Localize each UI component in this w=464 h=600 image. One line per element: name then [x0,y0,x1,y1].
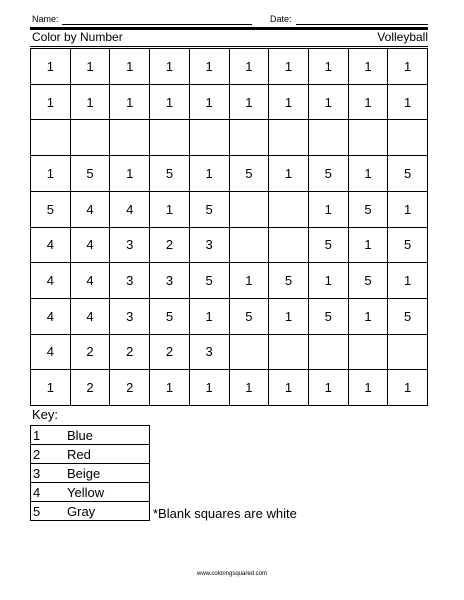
grid-cell: 1 [349,228,389,264]
grid-cell: 1 [71,85,111,121]
grid-cell: 1 [190,156,230,192]
grid-cell: 5 [309,299,349,335]
grid-cell: 1 [190,49,230,85]
grid-cell: 1 [349,156,389,192]
grid-cell: 4 [110,192,150,228]
grid-cell [388,120,428,156]
grid-cell [230,335,270,371]
grid-cell: 5 [309,228,349,264]
grid-cell [388,335,428,371]
grid-cell: 4 [71,192,111,228]
grid-cell: 2 [110,335,150,371]
grid-cell: 1 [309,370,349,406]
grid-cell: 4 [71,299,111,335]
grid-cell: 1 [230,85,270,121]
grid-cell: 3 [110,263,150,299]
grid-cell: 1 [269,299,309,335]
grid-cell: 5 [349,192,389,228]
grid-cell [230,228,270,264]
grid-cell: 5 [190,263,230,299]
grid-cell: 1 [150,192,190,228]
grid-cell: 5 [190,192,230,228]
grid-cell [269,192,309,228]
grid-cell: 2 [150,228,190,264]
grid-cell: 4 [31,228,71,264]
grid-cell: 1 [309,192,349,228]
key-color: Blue [65,426,150,445]
grid-cell [230,120,270,156]
grid-cell: 5 [309,156,349,192]
blank-note: *Blank squares are white [153,506,297,521]
grid-cell: 1 [309,49,349,85]
grid-cell: 1 [349,370,389,406]
grid-cell [349,335,389,371]
footer-url: www.coloringsquared.com [196,571,268,577]
grid-cell: 5 [388,156,428,192]
grid-cell: 1 [110,85,150,121]
grid-cell: 4 [71,228,111,264]
key-row [31,426,150,445]
grid-cell: 2 [110,370,150,406]
title-rule [30,46,428,47]
grid-cell: 1 [309,263,349,299]
grid-cell: 1 [31,85,71,121]
color-grid [30,48,428,406]
grid-cell [269,335,309,371]
grid-cell: 1 [349,85,389,121]
grid-cell: 5 [31,192,71,228]
grid-cell: 5 [388,299,428,335]
grid-cell: 4 [31,335,71,371]
grid-cell: 2 [150,335,190,371]
grid-cell: 2 [71,370,111,406]
key-number: 3 [31,464,66,483]
grid-cell [309,120,349,156]
key-row [31,445,150,464]
grid-cell: 5 [150,156,190,192]
grid-cell [190,120,230,156]
grid-cell: 4 [31,299,71,335]
grid-cell [349,120,389,156]
grid-cell: 3 [190,335,230,371]
grid-cell: 1 [388,85,428,121]
grid-cell: 1 [150,85,190,121]
key-color: Beige [65,464,150,483]
grid-cell: 3 [110,299,150,335]
key-table [30,425,150,521]
grid-cell: 1 [31,370,71,406]
key-row [31,483,150,502]
grid-cell: 5 [269,263,309,299]
grid-cell: 1 [269,370,309,406]
grid-cell: 3 [110,228,150,264]
key-color: Gray [65,502,150,521]
grid-cell [71,120,111,156]
key-row [31,502,150,521]
grid-cell: 1 [388,192,428,228]
grid-cell: 5 [349,263,389,299]
grid-cell: 1 [269,85,309,121]
grid-cell: 1 [230,263,270,299]
name-line [62,24,252,25]
grid-cell: 1 [388,263,428,299]
grid-cell: 3 [190,228,230,264]
grid-cell: 1 [150,49,190,85]
grid-cell: 1 [71,49,111,85]
grid-cell: 1 [388,370,428,406]
grid-cell [269,120,309,156]
key-color: Red [65,445,150,464]
grid-cell: 5 [71,156,111,192]
grid-cell: 2 [71,335,111,371]
puzzle-name: Volleyball [377,30,428,44]
grid-cell: 4 [31,263,71,299]
grid-cell: 1 [110,156,150,192]
grid-cell: 1 [190,370,230,406]
page-title: Color by Number [32,30,123,44]
key-number: 5 [31,502,66,521]
grid-cell: 5 [230,156,270,192]
grid-cell [110,120,150,156]
grid-cell [230,192,270,228]
key-number: 1 [31,426,66,445]
grid-cell: 1 [110,49,150,85]
key-number: 4 [31,483,66,502]
grid-cell: 1 [230,49,270,85]
grid-cell: 1 [309,85,349,121]
key-row [31,464,150,483]
grid-cell: 5 [388,228,428,264]
grid-cell [150,120,190,156]
grid-cell: 3 [150,263,190,299]
grid-cell: 1 [31,49,71,85]
key-title: Key: [32,407,59,422]
grid-cell: 1 [349,49,389,85]
grid-cell: 1 [388,49,428,85]
grid-cell: 1 [230,370,270,406]
grid-cell: 1 [31,156,71,192]
grid-cell: 4 [71,263,111,299]
grid-cell [31,120,71,156]
grid-cell: 5 [230,299,270,335]
grid-cell: 1 [190,85,230,121]
grid-cell: 1 [150,370,190,406]
grid-cell: 1 [349,299,389,335]
name-label: Name: [32,14,59,24]
key-color: Yellow [65,483,150,502]
grid-cell: 5 [150,299,190,335]
grid-cell [269,228,309,264]
date-label: Date: [270,14,292,24]
grid-cell: 1 [269,49,309,85]
grid-cell: 1 [190,299,230,335]
grid-cell [309,335,349,371]
key-number: 2 [31,445,66,464]
date-line [296,24,428,25]
grid-cell: 1 [269,156,309,192]
